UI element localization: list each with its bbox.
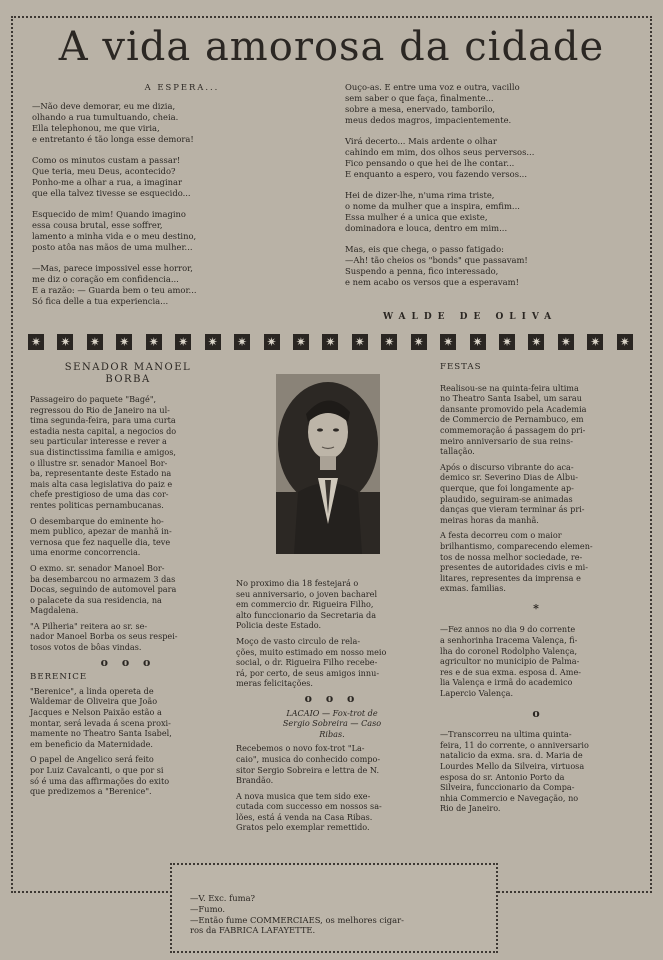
star-ornament-icon: ✷ xyxy=(87,334,103,350)
poem-right xyxy=(345,82,645,298)
text-line: Rio de Janeiro. xyxy=(440,803,501,814)
star-ornament-icon: ✷ xyxy=(205,334,221,350)
article-paragraph xyxy=(236,791,428,833)
text-line: uma enorme concorrencia. xyxy=(30,547,141,558)
article-paragraph xyxy=(440,624,632,698)
star-ornament-icon: ✷ xyxy=(352,334,368,350)
text-line: plaudido, seguiram-se animadas xyxy=(440,493,573,504)
article-paragraph xyxy=(440,729,632,814)
text-line: LACAIO — Fox-trot de xyxy=(286,707,378,718)
text-line: posto atôa nas mãos de uma mulher... xyxy=(32,242,193,252)
text-line: seu particular interesse e rever a xyxy=(30,436,167,447)
text-line: Waldemar de Oliveira que João xyxy=(30,696,158,707)
text-line: e nem acabo os versos que a esperavam! xyxy=(345,277,519,287)
star-divider xyxy=(28,334,633,352)
text-line: Gratos pelo exemplar remettido. xyxy=(236,822,370,833)
portrait-illustration xyxy=(276,374,380,554)
text-line: No proximo dia 18 festejará o xyxy=(236,578,359,588)
text-line: meiro anniversario de sua reins- xyxy=(440,435,573,446)
text-line: BORBA xyxy=(105,374,151,385)
birthday-note xyxy=(440,624,632,698)
text-line: alto funccionario da Secretaria da xyxy=(236,609,377,620)
text-line: "A Pilheria" reitera ao sr. se- xyxy=(30,620,148,631)
poem-stanza xyxy=(345,82,645,126)
star-ornament-icon: ✷ xyxy=(558,334,574,350)
star-ornament-icon: ✷ xyxy=(264,334,280,350)
text-line: nador Manoel Borba os seus respei- xyxy=(30,631,178,642)
text-line: Ella telephonou, me que viria, xyxy=(32,123,160,133)
middle-column xyxy=(236,578,428,838)
text-line: tima segunda-feira, para uma curta xyxy=(30,415,176,426)
text-line: —V. Exc. fuma? xyxy=(190,893,256,903)
text-line: O exmo. sr. senador Manoel Bor- xyxy=(30,562,165,573)
text-line: a senhorinha Iracema Valença, fi- xyxy=(440,635,578,646)
article-paragraph xyxy=(30,516,226,558)
text-line: Mas, eis que chega, o passo fatigado: xyxy=(345,244,504,254)
text-line: Ribas. xyxy=(319,728,345,739)
text-line: tos de nossa melhor sociedade, re- xyxy=(440,551,583,562)
star-ornament-icon: ✷ xyxy=(116,334,132,350)
text-line: E a razão: — Guarda bem o teu amor... xyxy=(32,285,197,295)
star-ornament-icon: ✷ xyxy=(146,334,162,350)
text-line: natalicio da exma. sra. d. Maria de xyxy=(440,750,583,761)
senator-article xyxy=(30,394,226,653)
asterisk-separator: * xyxy=(533,601,539,615)
text-line: commemoração á passagem do pri- xyxy=(440,424,586,435)
star-ornament-icon: ✷ xyxy=(57,334,73,350)
text-line: A festa decorreu com o maior xyxy=(440,530,562,541)
article-paragraph xyxy=(236,636,428,689)
text-line: por Luiz Cavalcanti, o que por si xyxy=(30,765,164,775)
text-line: E enquanto a espero, vou fazendo versos... xyxy=(345,169,528,179)
text-line: o nome da mulher que a inspira, emfim... xyxy=(345,201,520,211)
text-line: seu anniversario, o joven bacharel xyxy=(236,588,378,599)
text-line: "Berenice", a linda opereta de xyxy=(30,685,154,696)
poem-stanza xyxy=(345,244,645,288)
article-paragraph xyxy=(30,394,226,511)
text-line: dansante promovido pela Academia xyxy=(440,403,587,414)
text-line: o illustre sr. senador Manoel Bor- xyxy=(30,457,168,468)
text-line: sua distinctissima familia e amigos, xyxy=(30,446,176,457)
poem-stanza xyxy=(345,190,645,234)
dots-separator: o o o xyxy=(304,691,360,705)
text-line: rentes politicas pernambucanas. xyxy=(30,499,164,510)
text-line: lha do coronel Rodolpho Valença, xyxy=(440,645,578,656)
text-line: olhando a rua tumultuando, cheia. xyxy=(32,112,179,122)
poem-stanza xyxy=(32,155,332,199)
text-line: Só fica delle a tua experiencia... xyxy=(32,296,169,306)
text-line: SENADOR MANOEL xyxy=(64,362,192,373)
article-paragraph xyxy=(30,621,226,653)
text-line: caio", musica do conhecido compo- xyxy=(236,753,381,764)
text-line: cahindo em mim, dos olhos seus perversos... xyxy=(345,147,535,157)
text-line: Ouço-as. E entre uma voz e outra, vacillo xyxy=(345,82,520,92)
text-line: me diz o coração em confidencia... xyxy=(32,274,179,284)
text-line: meiras horas da manhã. xyxy=(440,514,539,525)
text-line: res e de sua exma. esposa d. Ame- xyxy=(440,666,581,677)
text-line: Esquecido de mim! Quando imagino xyxy=(32,209,186,219)
text-line: agricultor no municipio de Palma- xyxy=(440,656,580,667)
star-ornament-icon: ✷ xyxy=(293,334,309,350)
text-line: Brandão. xyxy=(236,775,274,786)
star-ornament-icon: ✷ xyxy=(617,334,633,350)
text-line: mais alta casa legislativa do paiz e xyxy=(30,478,173,489)
festas-article xyxy=(440,383,632,594)
poem-stanza xyxy=(345,136,645,180)
text-line: rá, por certo, de seus amigos innu- xyxy=(236,667,380,678)
text-line: Moço de vasto circulo de rela- xyxy=(236,635,361,646)
lacaio-heading xyxy=(236,708,428,740)
text-line: sobre a mesa, enervado, tamborilo, xyxy=(345,104,496,114)
text-line: Docas, seguindo de automovel para xyxy=(30,584,177,595)
text-line: —Fez annos no dia 9 do corrente xyxy=(440,624,576,635)
text-line: ba, representante deste Estado na xyxy=(30,468,172,479)
text-line: vernosa que fez naquelle dia, teve xyxy=(30,536,171,547)
text-line: dominadora e louca, dentro em mim... xyxy=(345,223,508,233)
text-line: —Não deve demorar, eu me dizia, xyxy=(32,101,176,111)
text-line: demico sr. Severino Dias de Albu- xyxy=(440,472,579,483)
text-line: que predizemos a "Berenice". xyxy=(30,786,152,797)
text-line: social, o dr. Rigueira Filho recebe- xyxy=(236,657,378,668)
star-ornament-icon: ✷ xyxy=(234,334,250,350)
text-line: ções, muito estimado em nosso meio xyxy=(236,646,387,657)
text-line: litares, representes da imprensa e xyxy=(440,572,581,583)
poem-left xyxy=(32,82,332,317)
text-line: Recebemos o novo fox-trot "La- xyxy=(236,743,365,754)
text-line: exmas. familias. xyxy=(440,583,506,594)
star-ornament-icon: ✷ xyxy=(411,334,427,350)
text-line: feira, 11 do corrente, o anniversario xyxy=(440,739,589,750)
text-line: Essa mulher é a unica que existe, xyxy=(345,212,488,222)
article-paragraph xyxy=(30,563,226,616)
text-line: A nova musica que tem sido exe- xyxy=(236,790,371,801)
text-line: Como os minutos custam a passar! xyxy=(32,155,181,165)
anniversary-article xyxy=(236,578,428,689)
star-ornament-icon: ✷ xyxy=(470,334,486,350)
text-line: lões, está á venda na Casa Ribas. xyxy=(236,811,373,822)
text-line: o palacete da sua residencia, na xyxy=(30,594,162,605)
poem-right-stanzas xyxy=(345,82,645,288)
text-line: presentes de autoridades civis e mi- xyxy=(440,562,589,573)
left-column xyxy=(30,362,226,802)
text-line: em commercio dr. Rigueira Filho, xyxy=(236,599,374,610)
star-ornament-icon: ✷ xyxy=(528,334,544,350)
text-line: —Ah! tão cheios os "bonds" que passavam! xyxy=(345,255,528,265)
text-line: querque, que foi longamente ap- xyxy=(440,482,574,493)
text-line: Fico pensando o que hei de lhe contar... xyxy=(345,158,515,168)
text-line: danças que vieram terminar ás pri- xyxy=(440,504,585,515)
cigarette-advert xyxy=(190,893,404,936)
star-ornament-icon: ✷ xyxy=(28,334,44,350)
text-line: mamente no Theatro Santa Isabel, xyxy=(30,728,172,739)
text-line: ba desembarcou no armazem 3 das xyxy=(30,573,176,584)
text-line: Após o discurso vibrante do aca- xyxy=(440,461,574,472)
text-line: Magdalena. xyxy=(30,605,79,616)
article-paragraph xyxy=(440,462,632,526)
text-line: e entretanto é tão longa esse demora! xyxy=(32,134,194,144)
star-ornament-icon: ✷ xyxy=(381,334,397,350)
text-line: só é uma das affirmações do exito xyxy=(30,775,170,786)
article-paragraph xyxy=(440,383,632,457)
text-line: Suspendo a penna, fico interessado, xyxy=(345,266,499,276)
poem-heading: A ESPERA... xyxy=(144,82,220,92)
senator-heading xyxy=(30,362,226,386)
text-line: montar, será levada á scena proxi- xyxy=(30,717,171,728)
text-line: Jacques e Nelson Paixão estão a xyxy=(30,707,162,718)
circle-separator: o xyxy=(532,706,540,720)
text-line: que ella talvez tivesse se esquecido... xyxy=(32,188,191,198)
lacaio-article xyxy=(236,743,428,833)
text-line: —Então fume COMMERCIAES, os melhores cigar- xyxy=(190,914,404,925)
star-ornament-icon: ✷ xyxy=(175,334,191,350)
text-line: Lourdes Mello da Silveira, virtuosa xyxy=(440,761,585,771)
anniversary-note xyxy=(440,729,632,814)
text-line: Virá decerto... Mais ardente o olhar xyxy=(345,136,497,146)
text-line: Sergio Sobreira — Caso xyxy=(282,718,382,729)
text-line: estadia nesta capital, a negocios do xyxy=(30,425,177,436)
poem-stanza xyxy=(32,263,332,307)
text-line: nhia Commercio e Navegação, no xyxy=(440,792,579,803)
text-line: —Mas, parece impossivel esse horror, xyxy=(32,263,193,273)
text-line: tallação. xyxy=(440,446,475,457)
text-line: sem saber o que faça, finalmente... xyxy=(345,93,494,103)
star-ornament-icon: ✷ xyxy=(322,334,338,350)
text-line: Policia deste Estado. xyxy=(236,620,322,631)
article-paragraph xyxy=(236,743,428,785)
text-line: sitor Sergio Sobreira e lettra de N. xyxy=(236,764,380,775)
text-line: Passageiro do paquete "Bagé", xyxy=(30,394,157,404)
text-line: em beneficio da Maternidade. xyxy=(30,738,153,749)
text-line: meus dedos magros, impacientemente. xyxy=(345,115,512,125)
text-line: O papel de Angelico será feito xyxy=(30,754,154,765)
text-line: lia Valença e irmã do academico xyxy=(440,677,573,688)
article-paragraph xyxy=(30,686,226,750)
text-line: essa cousa brutal, esse soffrer, xyxy=(32,220,163,230)
text-line: Realisou-se na quinta-feira ultima xyxy=(440,382,579,393)
text-line: Que teria, meu Deus, acontecido? xyxy=(32,166,176,176)
text-line: tosos votos de bôas vindas. xyxy=(30,642,142,653)
text-line: —Transcorreu na ultima quinta- xyxy=(440,729,572,740)
star-ornament-icon: ✷ xyxy=(499,334,515,350)
text-line: O desembarque do eminente ho- xyxy=(30,515,164,526)
text-line: cutada com successo em nossos sa- xyxy=(236,801,382,812)
poem-left-stanzas xyxy=(32,101,332,307)
poem-signature: WALDE DE OLIVA xyxy=(383,312,558,322)
text-line: meras felicitações. xyxy=(236,678,313,689)
text-line: esposa do sr. Antonio Porto da xyxy=(440,771,565,782)
festas-heading: FESTAS xyxy=(440,362,482,372)
portrait-photo xyxy=(276,374,380,554)
dots-separator: o o o xyxy=(100,655,156,669)
article-paragraph xyxy=(440,530,632,594)
text-line: Hei de dizer-lhe, n'uma rima triste, xyxy=(345,190,495,200)
text-line: chefe prestigioso de uma das cor- xyxy=(30,489,169,500)
article-paragraph xyxy=(236,578,428,631)
article-paragraph xyxy=(30,754,226,796)
berenice-article xyxy=(30,686,226,797)
star-ornament-icon: ✷ xyxy=(440,334,456,350)
text-line: Silveira, funccionario da Compa- xyxy=(440,782,575,793)
text-line: Ponho-me a olhar a rua, a imaginar xyxy=(32,177,183,187)
text-line: regressou do Rio de Janeiro na ul- xyxy=(30,404,170,415)
text-line: Lapercio Valença. xyxy=(440,688,514,699)
text-line: lamento a minha vida e o meu destino, xyxy=(32,231,197,241)
poem-stanza xyxy=(32,209,332,253)
text-line: de Commercio de Pernambuco, em xyxy=(440,414,584,425)
text-line: no Theatro Santa Isabel, um sarau xyxy=(440,393,582,404)
star-ornament-icon: ✷ xyxy=(587,334,603,350)
right-column xyxy=(440,362,632,819)
poem-stanza xyxy=(32,101,332,145)
berenice-heading: BERENICE xyxy=(30,672,88,683)
text-line: ros da FABRICA LAFAYETTE. xyxy=(190,925,316,936)
text-line: mem publico, apezar de manhã in- xyxy=(30,526,172,537)
text-line: brilhantismo, comparecendo elemen- xyxy=(440,540,593,551)
text-line: —Fumo. xyxy=(190,903,226,914)
page-title: A vida amorosa da cidade xyxy=(58,24,605,70)
